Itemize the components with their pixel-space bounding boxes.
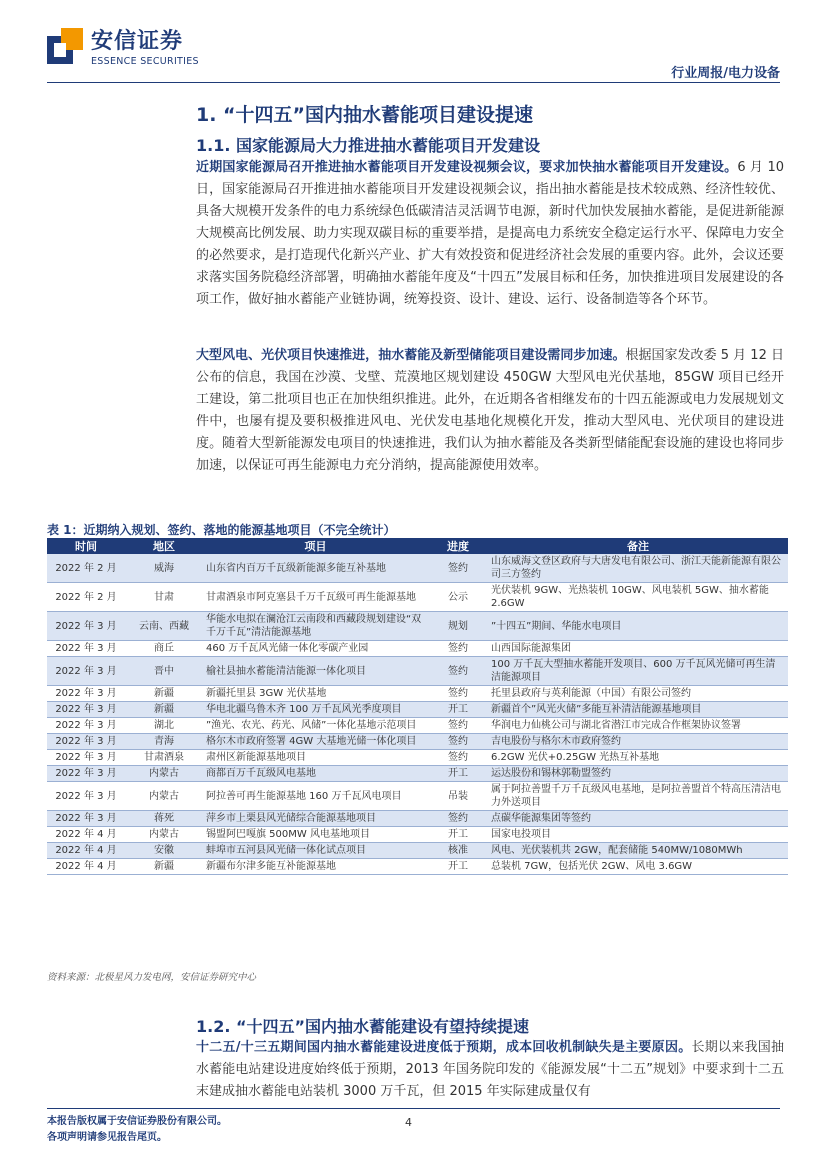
cell-progress: 签约	[428, 734, 488, 750]
footer-disclaimer	[47, 1114, 227, 1146]
cell-time: 2022 年 3 月	[47, 686, 125, 702]
table-row	[47, 766, 788, 782]
cell-region: 甘肃酒泉	[125, 750, 203, 766]
company-name-en: ESSENCE SECURITIES	[91, 56, 199, 67]
cell-region: 威海	[125, 554, 203, 583]
cell-progress: 开工	[428, 827, 488, 843]
cell-progress: 签约	[428, 811, 488, 827]
table-caption: 表 1：近期纳入规划、签约、落地的能源基地项目（不完全统计）	[47, 523, 396, 537]
cell-progress: 开工	[428, 766, 488, 782]
cell-remark: 华润电力仙桃公司与湖北省潜江市完成合作框架协议签署	[488, 718, 788, 734]
section-1-2-title: 1.2. “十四五”国内抽水蓄能建设有望持续提速	[196, 1017, 530, 1036]
cell-progress: 规划	[428, 612, 488, 641]
header-divider	[47, 82, 780, 83]
table-row	[47, 686, 788, 702]
cell-region: 蒋死	[125, 811, 203, 827]
table-row	[47, 811, 788, 827]
paragraph-3-lead: 十二五/十三五期间国内抽水蓄能建设进度低于预期，成本回收机制缺失是主要原因。	[196, 1040, 692, 1055]
cell-remark: 托里县政府与英利能源（中国）有限公司签约	[488, 686, 788, 702]
table-row	[47, 843, 788, 859]
cell-progress: 开工	[428, 859, 488, 875]
table-row	[47, 657, 788, 686]
cell-project: 肃州区新能源基地项目	[203, 750, 428, 766]
cell-time: 2022 年 3 月	[47, 750, 125, 766]
cell-remark: 运达股份和锡林郭勒盟签约	[488, 766, 788, 782]
cell-project: 商都百万千瓦级风电基地	[203, 766, 428, 782]
cell-time: 2022 年 3 月	[47, 734, 125, 750]
table-row	[47, 782, 788, 811]
cell-region: 安徽	[125, 843, 203, 859]
table-row	[47, 827, 788, 843]
cell-time: 2022 年 4 月	[47, 859, 125, 875]
cell-progress: 签约	[428, 686, 488, 702]
energy-base-table	[47, 538, 788, 875]
cell-time: 2022 年 4 月	[47, 827, 125, 843]
cell-remark: 新疆首个”风光火储”多能互补清洁能源基地项目	[488, 702, 788, 718]
logo-mark-icon	[47, 28, 83, 64]
cell-region: 新疆	[125, 859, 203, 875]
report-category: 行业周报/电力设备	[671, 66, 780, 81]
cell-time: 2022 年 3 月	[47, 641, 125, 657]
cell-project: 甘肃酒泉市阿克塞县千万千瓦级可再生能源基地	[203, 583, 428, 612]
cell-project: 阿拉善可再生能源基地 160 万千瓦风电项目	[203, 782, 428, 811]
cell-region: 内蒙古	[125, 782, 203, 811]
table-source: 资料来源：北极星风力发电网，安信证券研究中心	[47, 972, 257, 983]
cell-time: 2022 年 3 月	[47, 702, 125, 718]
cell-remark: 山东威海文登区政府与大唐发电有限公司、浙江天能新能源有限公司三方签约	[488, 554, 788, 583]
cell-remark: 点碳华能源集团等签约	[488, 811, 788, 827]
cell-project: 格尔木市政府签署 4GW 大基地光储一体化项目	[203, 734, 428, 750]
cell-project: 萍乡市上栗县风光储综合能源基地项目	[203, 811, 428, 827]
cell-project: 锡盟阿巴嘎旗 500MW 风电基地项目	[203, 827, 428, 843]
cell-project: 榆社县抽水蓄能清洁能源一体化项目	[203, 657, 428, 686]
cell-region: 新疆	[125, 686, 203, 702]
col-header-time: 时间	[47, 538, 125, 554]
footer-statement-note: 各项声明请参见报告尾页。	[47, 1132, 167, 1143]
table-row	[47, 583, 788, 612]
cell-region: 青海	[125, 734, 203, 750]
cell-region: 云南、西藏	[125, 612, 203, 641]
cell-project: 山东省内百万千瓦级新能源多能互补基地	[203, 554, 428, 583]
cell-project: 蚌埠市五河县风光储一体化试点项目	[203, 843, 428, 859]
cell-progress: 签约	[428, 641, 488, 657]
cell-project: 新疆布尔津多能互补能源基地	[203, 859, 428, 875]
cell-remark: 山西国际能源集团	[488, 641, 788, 657]
cell-time: 2022 年 3 月	[47, 612, 125, 641]
col-header-progress: 进度	[428, 538, 488, 554]
col-header-remark: 备注	[488, 538, 788, 554]
section-1-title: 1. “十四五”国内抽水蓄能项目建设提速	[196, 104, 534, 126]
cell-remark: 风电、光伏装机共 2GW，配套储能 540MW/1080MWh	[488, 843, 788, 859]
cell-remark: 国家电投项目	[488, 827, 788, 843]
table-header-row	[47, 538, 788, 554]
cell-progress: 签约	[428, 750, 488, 766]
cell-project: 460 万千瓦风光储一体化零碳产业园	[203, 641, 428, 657]
section-1-1-title: 1.1. 国家能源局大力推进抽水蓄能项目开发建设	[196, 136, 540, 155]
footer-copyright: 本报告版权属于安信证券股份有限公司。	[47, 1116, 227, 1127]
cell-region: 内蒙古	[125, 827, 203, 843]
paragraph-1-body: 6 月 10 日，国家能源局召开推进抽水蓄能项目开发建设视频会议，指出抽水蓄能是技术较成熟、经济性较优、具备大规模开发条件的电力系统绿色低碳清洁灵活调节电源，新时代加快发展抽水蓄能，是促进新能源大规模高比例发展、助力实现双碳目标的重要举措，是提高电力系统安全稳定运行水平、保障电力安全的必然要求，是打造现代化新兴产业、扩大有效投资和促进经济社会发展的重要内容。此外，会议还要求落实国务院稳经济部署，明确抽水蓄能年度及“十四五”发展目标和任务，加快推进项目发展建设的各项工作，做好抽水蓄能产业链协调，统筹投资、设计、建设、运行、设备制造等各个环节。	[196, 160, 784, 307]
cell-project: 华能水电拟在澜沧江云南段和西藏段规划建设“双千万千瓦”清洁能源基地	[203, 612, 428, 641]
cell-remark: 光伏装机 9GW、光热装机 10GW、风电装机 5GW、抽水蓄能 2.6GW	[488, 583, 788, 612]
cell-progress: 开工	[428, 702, 488, 718]
footer-divider	[47, 1108, 780, 1109]
cell-progress: 签约	[428, 554, 488, 583]
cell-time: 2022 年 2 月	[47, 554, 125, 583]
cell-region: 晋中	[125, 657, 203, 686]
cell-project: 新疆托里县 3GW 光伏基地	[203, 686, 428, 702]
table-row	[47, 718, 788, 734]
cell-project: 华电北疆乌鲁木齐 100 万千瓦风光季度项目	[203, 702, 428, 718]
paragraph-2-lead: 大型风电、光伏项目快速推进，抽水蓄能及新型储能项目建设需同步加速。	[196, 348, 626, 363]
cell-project: ”渔光、农光、药光、风储”一体化基地示范项目	[203, 718, 428, 734]
cell-remark: 属于阿拉善盟千万千瓦级风电基地，是阿拉善盟首个特高压清洁电力外送项目	[488, 782, 788, 811]
cell-remark: 100 万千瓦大型抽水蓄能开发项目、600 万千瓦风光储可再生清洁能源项目	[488, 657, 788, 686]
table-row	[47, 702, 788, 718]
col-header-project: 项目	[203, 538, 428, 554]
cell-region: 新疆	[125, 702, 203, 718]
cell-time: 2022 年 4 月	[47, 843, 125, 859]
cell-region: 商丘	[125, 641, 203, 657]
col-header-region: 地区	[125, 538, 203, 554]
cell-remark: 6.2GW 光伏+0.25GW 光热互补基地	[488, 750, 788, 766]
table-row	[47, 641, 788, 657]
cell-remark: ”十四五”期间、华能水电项目	[488, 612, 788, 641]
cell-time: 2022 年 3 月	[47, 811, 125, 827]
table-row	[47, 612, 788, 641]
cell-progress: 签约	[428, 718, 488, 734]
cell-remark: 吉电股份与格尔木市政府签约	[488, 734, 788, 750]
table-row	[47, 554, 788, 583]
cell-time: 2022 年 3 月	[47, 718, 125, 734]
paragraph-2-body: 根据国家发改委 5 月 12 日公布的信息，我国在沙漠、戈壁、荒漠地区规划建设 450GW 大型风电光伏基地，85GW 项目已经开工建设，第二批项目也正在加快组织推进。此外，在近期各省相继发布的十四五能源或电力发展规划文件中，也屡有提及要积极推进风电、光伏发电基地化规模化开发，推动大型风电、光伏项目的建设进度。随着大型新能源发电项目的快速推进，我们认为抽水蓄能及各类新型储能配套设施的建设也将同步加速，以保证可再生能源电力充分消纳，提高能源使用效率。	[196, 348, 784, 473]
cell-progress: 公示	[428, 583, 488, 612]
cell-region: 甘肃	[125, 583, 203, 612]
table-row	[47, 750, 788, 766]
paragraph-3-body: 长期以来我国抽水蓄能电站建设进度始终低于预期，2013 年国务院印发的《能源发展“十二五”规划》中要求到十二五末建成抽水蓄能电站装机 3000 万千瓦，但 2015 年实际建成量仅有	[196, 1040, 784, 1099]
cell-progress: 核准	[428, 843, 488, 859]
table-row	[47, 859, 788, 875]
cell-region: 湖北	[125, 718, 203, 734]
cell-time: 2022 年 2 月	[47, 583, 125, 612]
cell-remark: 总装机 7GW，包括光伏 2GW、风电 3.6GW	[488, 859, 788, 875]
company-logo	[47, 28, 199, 68]
company-name-cn: 安信证券	[91, 29, 184, 54]
paragraph-3	[196, 1037, 784, 1103]
cell-time: 2022 年 3 月	[47, 657, 125, 686]
page-number: 4	[405, 1116, 412, 1129]
cell-progress: 吊装	[428, 782, 488, 811]
paragraph-2	[196, 345, 784, 477]
cell-time: 2022 年 3 月	[47, 782, 125, 811]
paragraph-1-lead: 近期国家能源局召开推进抽水蓄能项目开发建设视频会议，要求加快抽水蓄能项目开发建设。	[196, 160, 738, 175]
cell-time: 2022 年 3 月	[47, 766, 125, 782]
paragraph-1	[196, 157, 784, 311]
cell-progress: 签约	[428, 657, 488, 686]
cell-region: 内蒙古	[125, 766, 203, 782]
table-row	[47, 734, 788, 750]
